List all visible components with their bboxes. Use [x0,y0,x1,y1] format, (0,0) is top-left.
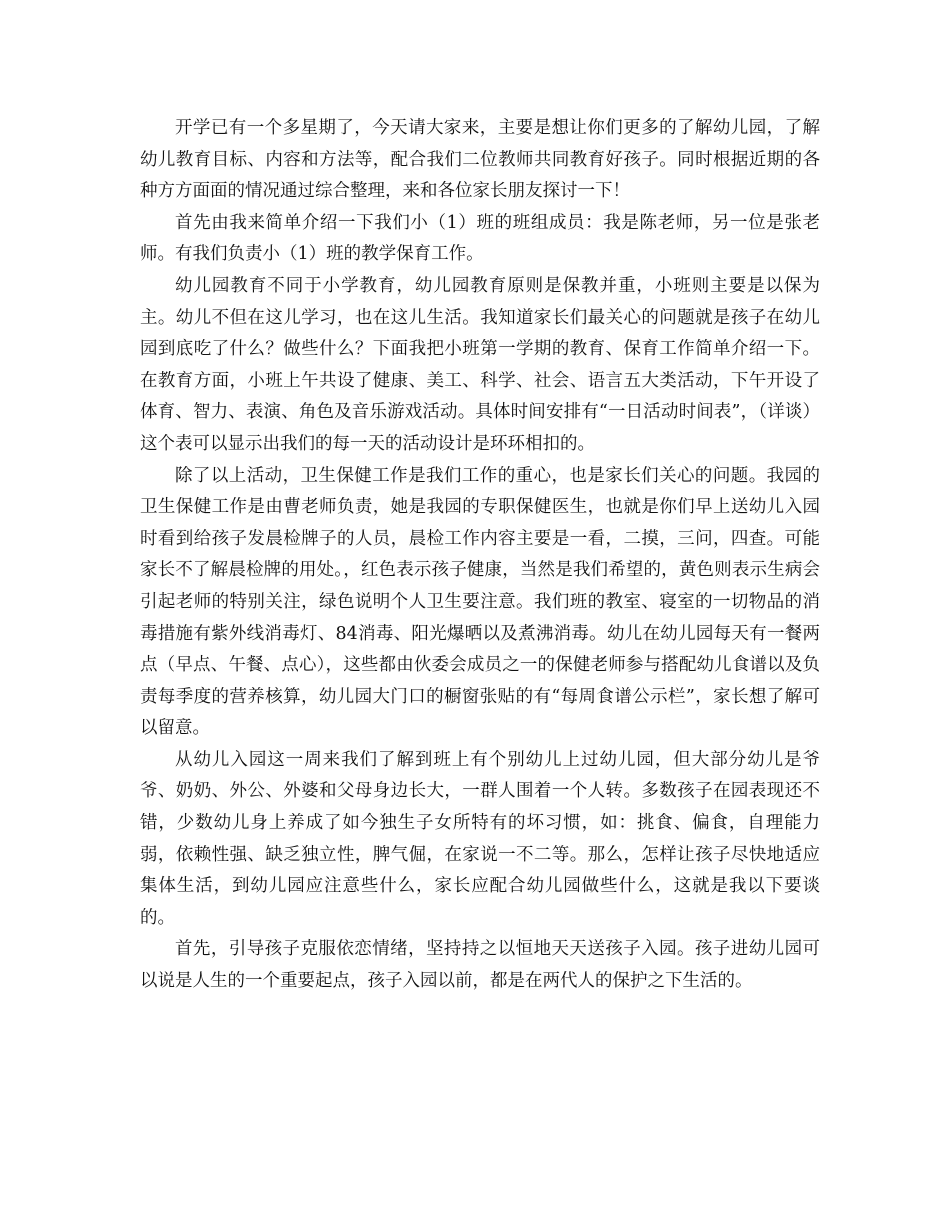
paragraph-4: 除了以上活动，卫生保健工作是我们工作的重心，也是家长们关心的问题。我园的卫生保健工作是由曹老师负责，她是我园的专职保健医生，也就是你们早上送幼儿入园时看到给孩子发晨检牌子的人员，晨检工作内容主要是一看，二摸，三问，四查。可能家长不了解晨检牌的用处。，红色表示孩子健康，当然是我们希望的，黄色则表示生病会引起老师的特别关注，绿色说明个人卫生要注意。我们班的教室、寝室的一切物品的消毒措施有紫外线消毒灯、84消毒、阳光爆晒以及煮沸消毒。幼儿在幼儿园每天有一餐两点（早点、午餐、点心），这些都由伙委会成员之一的保健老师参与搭配幼儿食谱以及负责每季度的营养核算，幼儿园大门口的橱窗张贴的有“每周食谱公示栏”，家长想了解可以留意。 [140,465,820,739]
paragraph-3: 幼儿园教育不同于小学教育，幼儿园教育原则是保教并重，小班则主要是以保为主。幼儿不但在这儿学习，也在这儿生活。我知道家长们最关心的问题就是孩子在幼儿园到底吃了什么？做些什么？下面我把小班第一学期的教育、保育工作简单介绍一下。在教育方面，小班上午共设了健康、美工、科学、社会、语言五大类活动，下午开设了体育、智力、表演、角色及音乐游戏活动。具体时间安排有“一日活动时间表”，（详谈）这个表可以显示出我们的每一天的活动设计是环环相扣的。 [140,275,820,454]
paragraph-1: 开学已有一个多星期了，今天请大家来，主要是想让你们更多的了解幼儿园，了解幼儿教育目标、内容和方法等，配合我们二位教师共同教育好孩子。同时根据近期的各种方方面面的情况通过综合整理，来和各位家长朋友探讨一下！ [140,118,820,202]
paragraph-6: 首先，引导孩子克服依恋情绪，坚持持之以恒地天天送孩子入园。孩子进幼儿园可以说是人生的一个重要起点，孩子入园以前，都是在两代人的保护之下生活的。 [140,939,820,992]
paragraph-2: 首先由我来简单介绍一下我们小（1）班的班组成员：我是陈老师，另一位是张老师。有我们负责小（1）班的教学保育工作。 [140,212,820,265]
paragraph-5: 从幼儿入园这一周来我们了解到班上有个别幼儿上过幼儿园，但大部分幼儿是爷爷、奶奶、外公、外婆和父母身边长大，一群人围着一个人转。多数孩子在园表现还不错，少数幼儿身上养成了如今独生子女所特有的坏习惯，如：挑食、偏食，自理能力弱，依赖性强、缺乏独立性，脾气倔，在家说一不二等。那么，怎样让孩子尽快地适应集体生活，到幼儿园应注意些什么，家长应配合幼儿园做些什么，这就是我以下要谈的。 [140,749,820,928]
document-body [140,113,820,998]
